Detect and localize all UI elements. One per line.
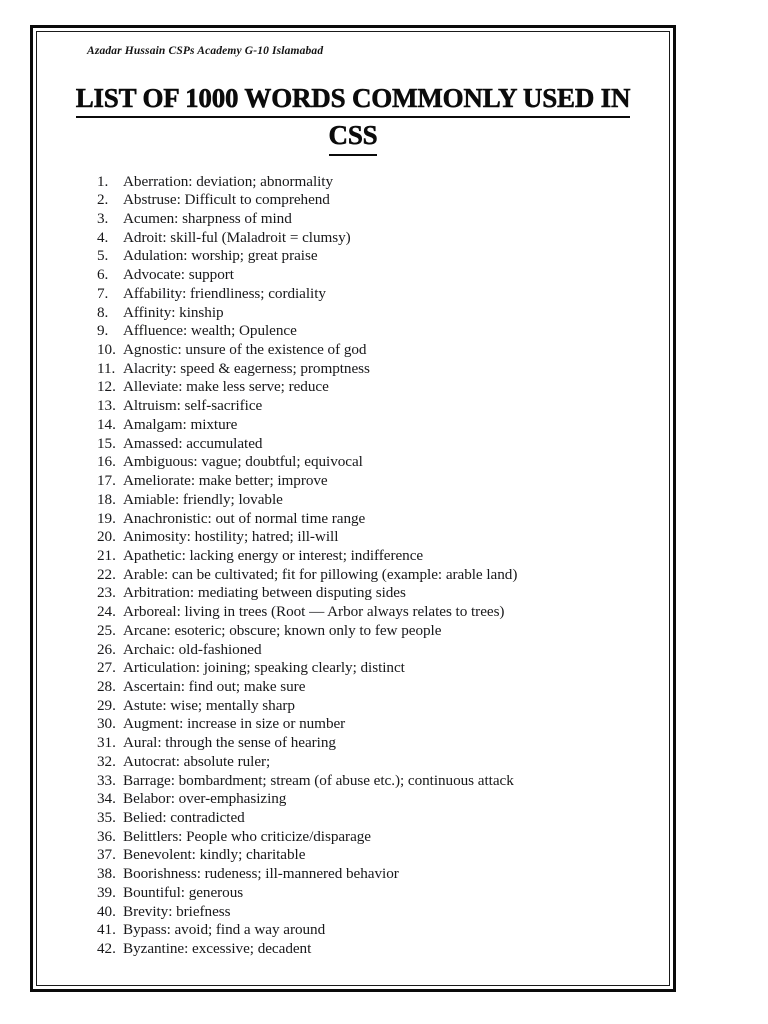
list-item-number: 29. bbox=[97, 696, 116, 714]
list-item-entry: Ambiguous: vague; doubtful; equivocal bbox=[123, 453, 363, 471]
list-item-number: 21. bbox=[97, 546, 116, 564]
list-item bbox=[97, 435, 659, 454]
list-item-entry: Apathetic: lacking energy or interest; indifference bbox=[123, 546, 424, 564]
list-item-entry: Byzantine: excessive; decadent bbox=[123, 940, 312, 958]
vocabulary-list bbox=[47, 173, 659, 959]
list-item-number: 6. bbox=[97, 266, 109, 284]
list-item-entry: Arboreal: living in trees (Root — Arbor always relates to trees) bbox=[123, 603, 505, 621]
list-item bbox=[97, 584, 659, 603]
list-item-entry: Agnostic: unsure of the existence of god bbox=[123, 341, 367, 359]
list-item-number: 17. bbox=[97, 472, 116, 490]
list-item-number: 8. bbox=[97, 303, 109, 321]
list-item bbox=[97, 510, 659, 529]
list-item-number: 26. bbox=[97, 640, 116, 658]
list-item-entry: Augment: increase in size or number bbox=[123, 715, 346, 733]
list-item-entry: Belied: contradicted bbox=[123, 809, 245, 826]
page-title-line-1-text: LIST OF 1000 WORDS COMMONLY USED IN bbox=[76, 81, 631, 118]
list-item-entry: Arbitration: mediating between disputing sides bbox=[123, 584, 406, 602]
page-title-line-2-text: CSS bbox=[329, 118, 378, 155]
list-item-number: 36. bbox=[97, 827, 116, 845]
list-item bbox=[97, 715, 659, 734]
list-item-entry: Astute: wise; mentally sharp bbox=[123, 696, 295, 714]
list-item-entry: Brevity: briefness bbox=[123, 902, 231, 920]
list-item-entry: Acumen: sharpness of mind bbox=[123, 210, 292, 227]
page-border-frame bbox=[30, 25, 676, 992]
list-item bbox=[97, 697, 659, 716]
list-item-number: 23. bbox=[97, 584, 116, 602]
list-item-entry: Benevolent: kindly; charitable bbox=[123, 846, 306, 864]
list-item bbox=[97, 940, 659, 959]
list-item bbox=[97, 678, 659, 697]
list-item bbox=[97, 397, 659, 416]
list-item-entry: Animosity: hostility; hatred; ill-will bbox=[123, 528, 339, 546]
list-item bbox=[97, 865, 659, 884]
list-item-entry: Arable: can be cultivated; fit for pillowing (example: arable land) bbox=[123, 565, 518, 583]
list-item-entry: Arcane: esoteric; obscure; known only to few people bbox=[123, 621, 442, 639]
list-item-entry: Affinity: kinship bbox=[123, 303, 224, 321]
list-item-entry: Aberration: deviation; abnormality bbox=[123, 172, 334, 190]
list-item bbox=[97, 903, 659, 922]
list-item bbox=[97, 921, 659, 940]
list-item-number: 16. bbox=[97, 453, 116, 471]
list-item-entry: Anachronistic: out of normal time range bbox=[123, 509, 366, 527]
list-item-entry: Bountiful: generous bbox=[123, 883, 244, 901]
list-item-number: 39. bbox=[97, 883, 116, 901]
list-item bbox=[97, 322, 659, 341]
list-item-number: 20. bbox=[97, 528, 116, 546]
list-item-entry: Affability: friendliness; cordiality bbox=[123, 284, 326, 302]
list-item-number: 37. bbox=[97, 846, 116, 864]
list-item-entry: Ameliorate: make better; improve bbox=[123, 472, 328, 490]
list-item bbox=[97, 173, 659, 192]
list-item bbox=[97, 846, 659, 865]
list-item bbox=[97, 734, 659, 753]
list-item-entry: Boorishness: rudeness; ill-mannered behavior bbox=[123, 865, 399, 883]
list-item bbox=[97, 603, 659, 622]
list-item bbox=[97, 341, 659, 360]
list-item bbox=[97, 641, 659, 660]
list-item-entry: Bypass: avoid; find a way around bbox=[123, 921, 326, 939]
page-content bbox=[33, 28, 673, 989]
running-header: Azadar Hussain CSPs Academy G-10 Islamabad bbox=[87, 45, 324, 57]
list-item bbox=[97, 528, 659, 547]
list-item bbox=[97, 884, 659, 903]
list-item-entry: Affluence: wealth; Opulence bbox=[123, 322, 297, 340]
list-item-entry: Articulation: joining; speaking clearly; distinct bbox=[123, 659, 405, 677]
list-item-entry: Ascertain: find out; make sure bbox=[123, 677, 306, 695]
list-item-number: 31. bbox=[97, 734, 116, 752]
list-item bbox=[97, 229, 659, 248]
list-item-number: 25. bbox=[97, 621, 116, 639]
list-item-number: 14. bbox=[97, 415, 116, 433]
list-item-entry: Barrage: bombardment; stream (of abuse etc.); continuous attack bbox=[123, 771, 514, 789]
list-item-number: 9. bbox=[97, 322, 109, 340]
list-item-number: 28. bbox=[97, 677, 116, 695]
list-item bbox=[97, 566, 659, 585]
list-item bbox=[97, 472, 659, 491]
list-item bbox=[97, 790, 659, 809]
list-item-number: 1. bbox=[97, 172, 109, 190]
list-item-number: 2. bbox=[97, 191, 109, 209]
page-title-line-1 bbox=[47, 81, 659, 118]
list-item bbox=[97, 416, 659, 435]
page-title-line-2 bbox=[47, 118, 659, 155]
list-item-number: 35. bbox=[97, 809, 116, 826]
list-item-entry: Amalgam: mixture bbox=[123, 415, 238, 433]
list-item-number: 13. bbox=[97, 397, 116, 415]
page-title bbox=[47, 81, 659, 156]
list-item-number: 4. bbox=[97, 228, 109, 246]
list-item-number: 27. bbox=[97, 659, 116, 677]
list-item bbox=[97, 547, 659, 566]
list-item-number: 24. bbox=[97, 603, 116, 621]
list-item bbox=[97, 753, 659, 772]
list-item bbox=[97, 772, 659, 791]
list-item bbox=[97, 828, 659, 847]
list-item-entry: Aural: through the sense of hearing bbox=[123, 734, 336, 752]
list-item-entry: Altruism: self-sacrifice bbox=[123, 397, 263, 415]
list-item-number: 40. bbox=[97, 902, 116, 920]
list-item-number: 19. bbox=[97, 509, 116, 527]
list-item bbox=[97, 266, 659, 285]
list-item-number: 5. bbox=[97, 247, 109, 265]
list-item bbox=[97, 378, 659, 397]
list-item bbox=[97, 304, 659, 323]
list-item-number: 18. bbox=[97, 490, 116, 508]
list-item bbox=[97, 622, 659, 641]
list-item bbox=[97, 210, 659, 229]
list-item-number: 22. bbox=[97, 565, 116, 583]
list-item-entry: Archaic: old-fashioned bbox=[123, 640, 262, 658]
list-item bbox=[97, 247, 659, 266]
list-item-number: 7. bbox=[97, 284, 109, 302]
list-item-entry: Advocate: support bbox=[123, 266, 234, 284]
list-item-number: 10. bbox=[97, 341, 116, 359]
list-item bbox=[97, 659, 659, 678]
list-item-number: 11. bbox=[97, 359, 116, 377]
list-item bbox=[97, 809, 659, 828]
list-item-entry: Belabor: over-emphasizing bbox=[123, 790, 287, 808]
list-item-number: 12. bbox=[97, 378, 116, 396]
list-item-number: 34. bbox=[97, 790, 116, 808]
list-item-entry: Amassed: accumulated bbox=[123, 434, 263, 452]
list-item-entry: Amiable: friendly; lovable bbox=[123, 490, 283, 508]
list-item bbox=[97, 453, 659, 472]
list-item-number: 30. bbox=[97, 715, 116, 733]
list-item bbox=[97, 491, 659, 510]
list-item bbox=[97, 191, 659, 210]
list-item-entry: Adulation: worship; great praise bbox=[123, 247, 318, 265]
list-item-entry: Abstruse: Difficult to comprehend bbox=[123, 191, 330, 209]
list-item bbox=[97, 360, 659, 379]
list-item-number: 3. bbox=[97, 210, 109, 227]
list-item-number: 41. bbox=[97, 921, 116, 939]
list-item-number: 15. bbox=[97, 434, 116, 452]
list-item-entry: Autocrat: absolute ruler; bbox=[123, 752, 271, 770]
list-item-entry: Alacrity: speed & eagerness; promptness bbox=[123, 359, 370, 377]
list-item-entry: Adroit: skill-ful (Maladroit = clumsy) bbox=[123, 228, 351, 246]
list-item-number: 42. bbox=[97, 940, 116, 958]
list-item-entry: Alleviate: make less serve; reduce bbox=[123, 378, 329, 396]
list-item bbox=[97, 285, 659, 304]
list-item-entry: Belittlers: People who criticize/disparage bbox=[123, 827, 371, 845]
list-item-number: 33. bbox=[97, 771, 116, 789]
list-item-number: 32. bbox=[97, 752, 116, 770]
list-item-number: 38. bbox=[97, 865, 116, 883]
